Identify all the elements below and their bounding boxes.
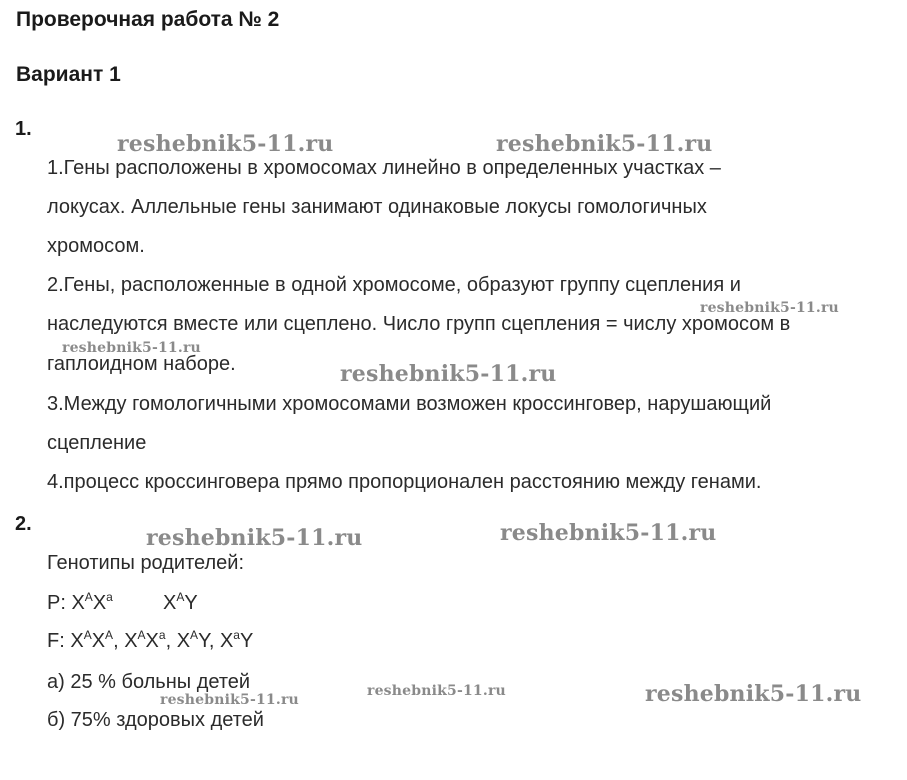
watermark: reshebnik5-11.ru [340,361,557,387]
page-title: Проверочная работа № 2 [16,8,280,31]
task-2-number: 2. [15,513,32,535]
watermark: reshebnik5-11.ru [117,131,334,157]
p-prefix: P: [47,592,72,614]
task-1-line: локусах. Аллельные гены занимают одинаковые локусы гомологичных [47,196,707,218]
offspring-genotype: $X^aY$ [219,628,254,652]
offspring-genotype: $X^AY$ [176,628,209,652]
task-1-line: 4.процесс кроссинговера прямо пропорционален расстоянию между генами. [47,471,762,493]
watermark: reshebnik5-11.ru [700,300,839,316]
father-genotype: $X^AY$ [163,590,198,614]
parents-genotype-line [47,592,113,615]
offspring-genotype-line: F: $X^AX^A$, $X^AX^a$, $X^AY$, $X^aY$ [47,628,254,652]
task-1-line: хромосом. [47,235,145,257]
watermark: reshebnik5-11.ru [500,520,717,546]
watermark: reshebnik5-11.ru [146,525,363,551]
parents-genotypes-label: Генотипы родителей: [47,552,245,574]
watermark: reshebnik5-11.ru [160,692,299,708]
variant-heading: Вариант 1 [16,63,121,86]
task-1-number: 1. [15,118,32,140]
mother-genotype: $X^AX^a$ [71,590,113,614]
task-1-line: 1.Гены расположены в хромосомах линейно в определенных участках – [47,157,721,179]
answer-a: а) 25 % больны детей [47,671,251,693]
offspring-genotype: $X^AX^A$ [70,628,114,652]
task-1-line: 3.Между гомологичными хромосомами возможен кроссинговер, нарушающий [47,393,772,415]
f-prefix: F: [47,630,71,652]
task-1-line: 2.Гены, расположенные в одной хромосоме, образуют группу сцепления и [47,274,741,296]
watermark: reshebnik5-11.ru [496,131,713,157]
watermark: reshebnik5-11.ru [645,681,862,707]
watermark: reshebnik5-11.ru [62,340,201,356]
answer-b: б) 75% здоровых детей [47,709,264,731]
watermark: reshebnik5-11.ru [367,683,506,699]
offspring-genotype: $X^AX^a$ [124,628,166,652]
task-1-line: гаплоидном наборе. [47,353,236,375]
task-1-line: сцепление [47,432,147,454]
task-1-line: наследуются вместе или сцеплено. Число групп сцепления = числу хромосом в [47,313,791,335]
